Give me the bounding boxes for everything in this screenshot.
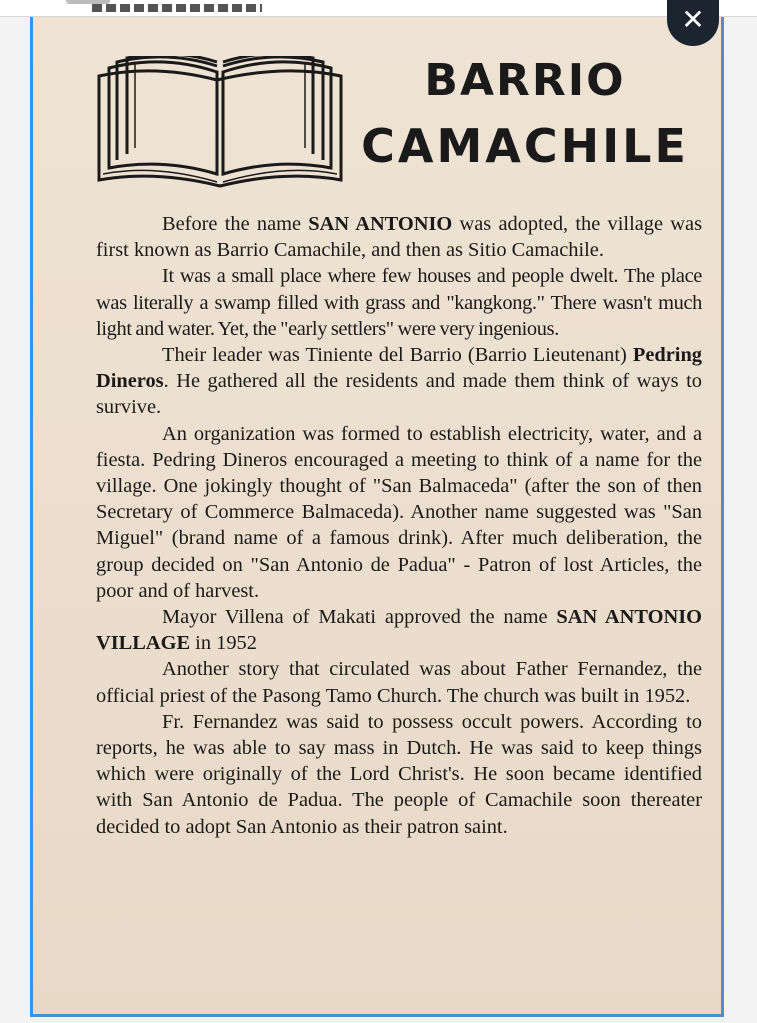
paragraph-text: . He gathered all the residents and made them think of ways to survive. (96, 370, 702, 419)
close-icon: ✕ (681, 3, 705, 36)
paragraph (96, 604, 702, 656)
paragraph: Fr. Fernandez was said to possess occult powers. According to reports, he was able to say mass in Dutch. He was said to keep things which were originally of the Lord Christ's. He soon became identified with San Antonio de Padua. The people of Camachile soon thereater decided to adopt San Antonio as their patron saint. (96, 710, 702, 838)
open-book-icon (95, 56, 345, 190)
paragraph: It was a small place where few houses and people dwelt. The place was literally a swamp filled with grass and "kangkong." There wasn't much light and water. Yet, the "early settlers" were very ingenious. (96, 265, 702, 340)
title-line-2: CAMACHILE (361, 119, 689, 173)
top-strip (0, 0, 757, 17)
paragraph-text: in 1952 (190, 632, 257, 655)
paragraph-text: Before the name (162, 213, 309, 235)
paragraph: An organization was formed to establish electricity, water, and a fiesta. Pedring Dineros encouraged a meeting to think of a name for the village. One jokingly thought of "San Balmaceda" (after the son of then Secretary of Commerce Balmaceda). Another name suggested was "San Miguel" (brand name of a famous drink). After much deliberation, the group decided on "San Antonio de Padua" - Patron of lost Articles, the poor and of harvest. (96, 422, 702, 602)
paragraph-text: Mayor Villena of Makati approved the name (162, 606, 557, 629)
emphasis-text: SAN ANTONIO VILLAGE (96, 606, 703, 655)
paragraph-text: was adopted, the village was first known as Barrio Camachile, and then as Sitio Camachile. (96, 213, 702, 262)
title-line-1: BARRIO (424, 55, 626, 106)
page-title (360, 52, 690, 182)
paragraph-text: Their leader was Tiniente del Barrio (Barrio Lieutenant) (162, 344, 633, 367)
cropped-text-fragment (92, 4, 262, 12)
emphasis-text: Pedring Dineros (96, 344, 702, 393)
article-body (96, 211, 702, 840)
emphasis-text: SAN ANTONIO (308, 213, 453, 235)
paragraph (96, 342, 702, 421)
paragraph (96, 211, 702, 263)
paragraph: Another story that circulated was about Father Fernandez, the official priest of the Pasong Tamo Church. The church was built in 1952. (96, 658, 702, 707)
